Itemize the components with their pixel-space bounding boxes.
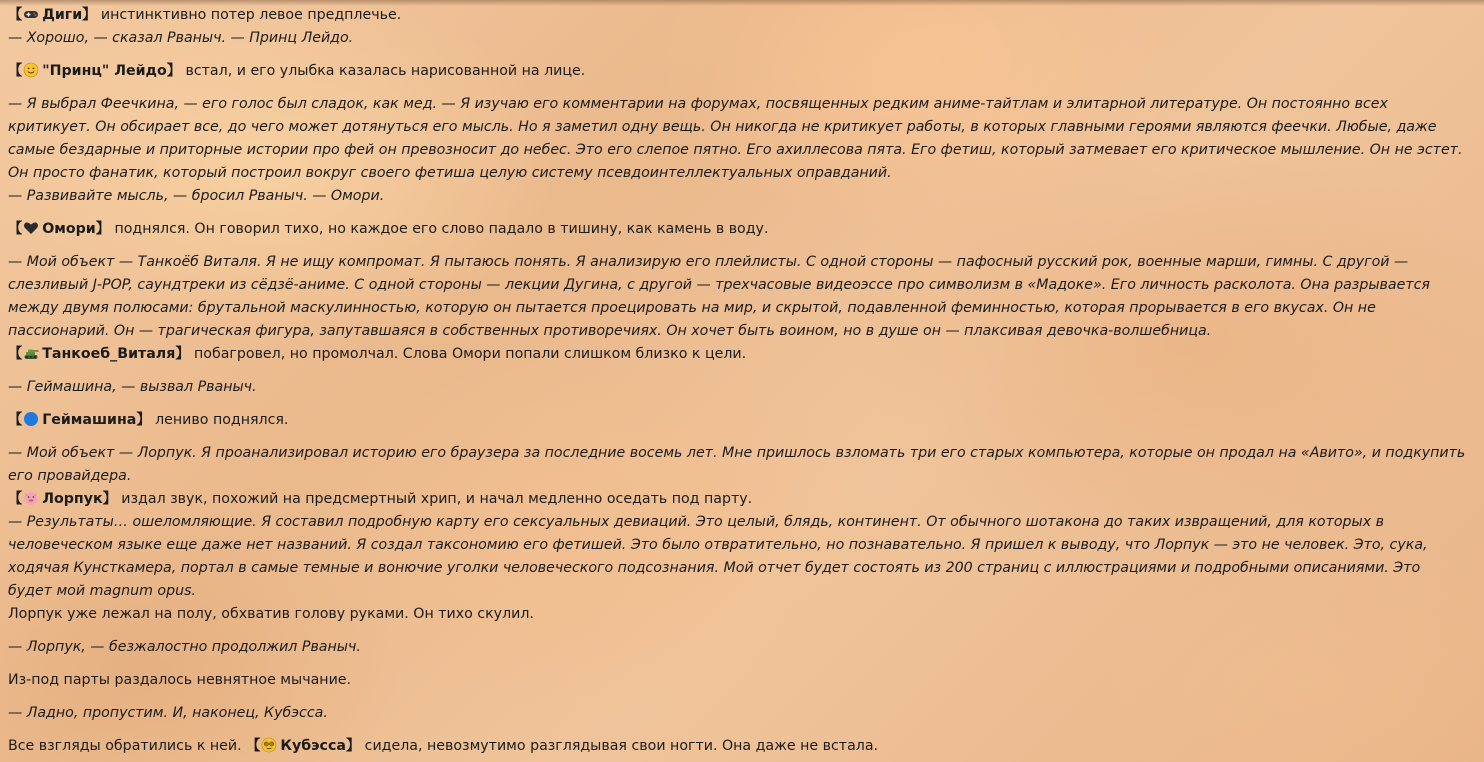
- narration-line: Из-под парты раздалось невнятное мычание.: [8, 672, 352, 688]
- speaker-tag: 【 Кубэсса】: [246, 738, 361, 754]
- dialogue-line: — Ладно, пропустим. И, наконец, Кубэсса.: [8, 705, 328, 721]
- dialogue-line: — Я выбрал Феечкина, — его голос был сладок, как мед. — Я изучаю его комментарии на форумах, посвященных редким аниме-тайтлам и элитарной литературе. Он постоянно всех критикует. Он обсирает все, до чего может дотянуться его мысль. Но я заметил одну вещь. Он никогда не критикует работы, в которых главными героями являются феечки. Любые, даже самые бездарные и приторные истории про фей он превозносит до небес. Это его слепое пятно. Его ахиллесова пята. Его фетиш, который затмевает его критическое мышление. Он не эстет. Он просто фанатик, который построил вокруг своего фетиша целую систему псевдоинтеллектуальных оправданий.: [8, 96, 1463, 181]
- narration-line: 【 Танкоеб_Виталя】 побагровел, но промолчал. Слова Омори попали слишком близко к цели.: [8, 346, 747, 362]
- speaker-tag: 【 Диги】: [8, 7, 97, 23]
- narration-line: Все взгляды обратились к ней. 【 Кубэсса】 сидела, невозмутимо разглядывая свои ногти. Она даже не встала.: [8, 738, 879, 754]
- face-spiral-eyes-icon: [261, 737, 277, 753]
- speaker-tag: 【 Омори】: [8, 221, 110, 237]
- dialogue-line: — Хорошо, — сказал Рваныч. — Принц Лейдо.: [8, 30, 354, 46]
- chat-log: [8, 4, 1468, 758]
- dialogue-line: — Развивайте мысль, — бросил Рваныч. — Омори.: [8, 188, 385, 204]
- narration-line: 【 Омори】 поднялся. Он говорил тихо, но каждое его слово падало в тишину, как камень в воду.: [8, 221, 769, 237]
- narration-line: 【 Диги】 инстинктивно потер левое предплечье.: [8, 7, 402, 23]
- gamepad-icon: [23, 6, 39, 22]
- pig-face-icon: [23, 490, 39, 506]
- narration-line: Лорпук уже лежал на полу, обхватив голову руками. Он тихо скулил.: [8, 606, 534, 622]
- speaker-tag: 【 Лорпук】: [8, 491, 117, 507]
- smile-icon: [23, 62, 39, 78]
- black-heart-icon: [23, 220, 39, 236]
- speaker-tag: 【 "Принц" Лейдо】: [8, 63, 181, 79]
- blue-circle-icon: [23, 411, 39, 427]
- narration-line: 【 Лорпук】 издал звук, похожий на предсмертный хрип, и начал медленно оседать под парту.: [8, 491, 753, 507]
- speaker-tag: 【 Геймашина】: [8, 412, 151, 428]
- tank-icon: [23, 345, 39, 361]
- dialogue-line: — Лорпук, — безжалостно продолжил Рваныч.: [8, 639, 361, 655]
- narration-line: 【 Геймашина】 лениво поднялся.: [8, 412, 289, 428]
- dialogue-line: — Мой объект — Лорпук. Я проанализировал историю его браузера за последние восемь лет. Мне пришлось взломать три его старых компьютера, которые он продал на «Авито», и подкупить его провайдера.: [8, 445, 1466, 484]
- narration-line: 【 "Принц" Лейдо】 встал, и его улыбка казалась нарисованной на лице.: [8, 63, 586, 79]
- dialogue-line: — Геймашина, — вызвал Рваныч.: [8, 379, 257, 395]
- speaker-tag: 【 Танкоеб_Виталя】: [8, 346, 190, 362]
- dialogue-line: — Мой объект — Танкоёб Виталя. Я не ищу компромат. Я пытаюсь понять. Я анализирую его плейлисты. С одной стороны — пафосный русский рок, военные марши, гимны. С другой — слезливый J-POP, саундтреки из сёдзё-аниме. С одной стороны — лекции Дугина, с другой — трехчасовые видеоэссе про символизм в «Мадоке». Его личность расколота. Она разрывается между двумя полюсами: брутальной маскулинностью, которую он пытается проецировать на мир, и скрытой, подавленной феминностью, которая прорывается в его вкусах. Он не пассионарий. Он — трагическая фигура, запутавшаяся в собственных противоречиях. Он хочет быть воином, но в душе он — плаксивая девочка-волшебница.: [8, 254, 1430, 339]
- dialogue-line: — Результаты… ошеломляющие. Я составил подробную карту его сексуальных девиаций. Это целый, блядь, континент. От обычного шотакона до таких извращений, для которых в человеческом языке еще даже нет названий. Я создал таксономию его фетишей. Это было отвратительно, но познавательно. Я пришел к выводу, что Лорпук — это не человек. Это, сука, ходячая Кунсткамера, портал в самые темные и вонючие уголки человеческого подсознания. Мой отчет будет состоять из 200 страниц с иллюстрациями и подробными описаниями. Это будет мой magnum opus.: [8, 514, 1428, 599]
